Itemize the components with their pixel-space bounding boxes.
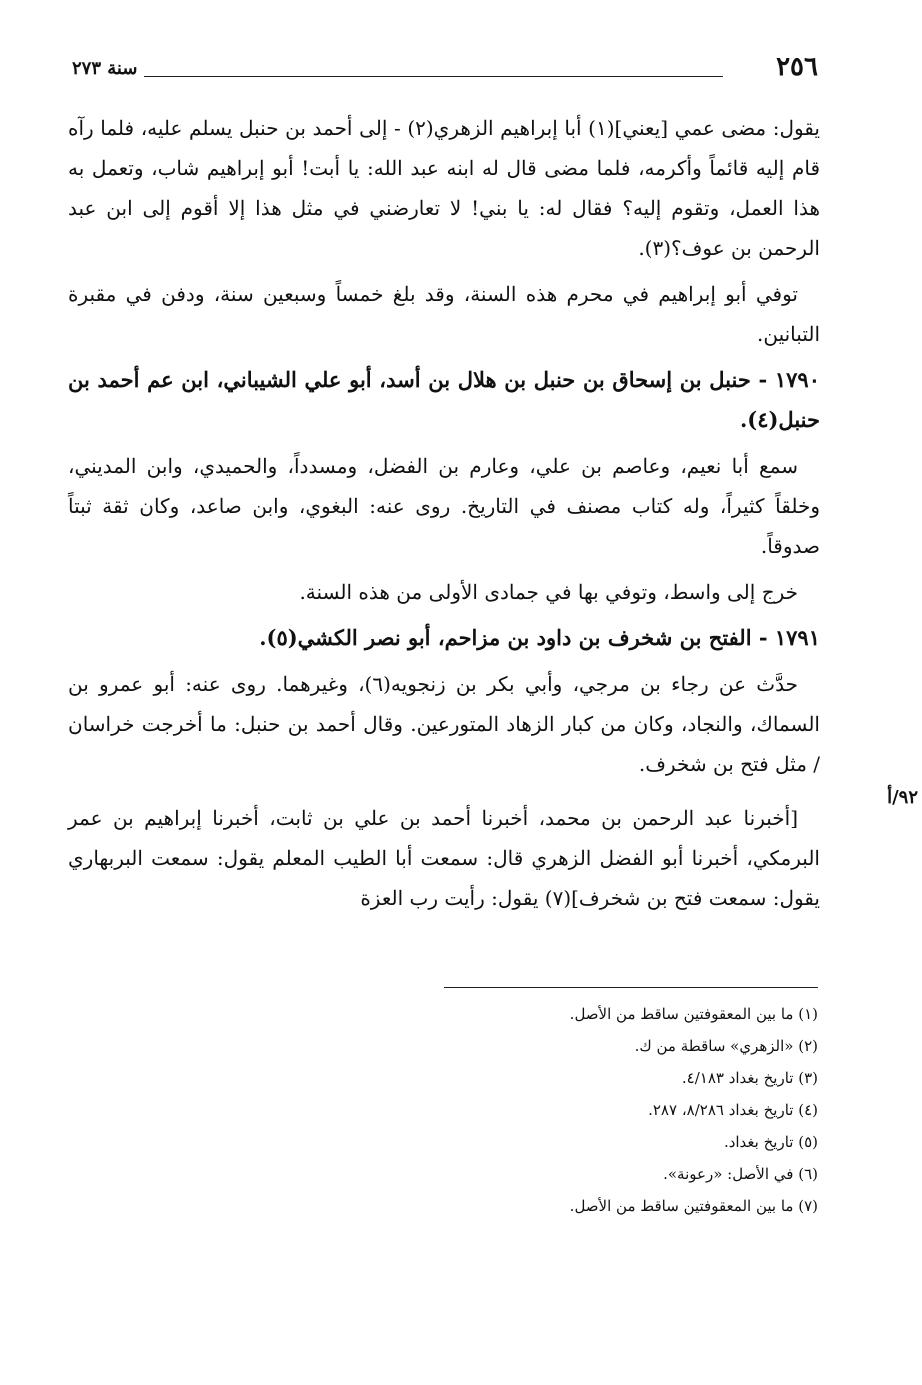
paragraph-2: توفي أبو إبراهيم في محرم هذه السنة، وقد بلغ خمساً وسبعين سنة، ودفن في مقبرة التبانين. xyxy=(68,282,820,346)
page-header xyxy=(72,52,818,92)
page-number: ٢٥٦ xyxy=(776,52,818,82)
entry-heading-1791: ١٧٩١ - الفتح بن شخرف بن داود بن مزاحم، أبو نصر الكشي(٥). xyxy=(259,625,820,650)
manuscript-folio-note: ٩٢/أ xyxy=(887,787,918,808)
paragraph-4: خرج إلى واسط، وتوفي بها في جمادى الأولى من هذه السنة. xyxy=(299,580,798,604)
entry-heading-1790: ١٧٩٠ - حنبل بن إسحاق بن حنبل بن هلال بن أسد، أبو علي الشيباني، ابن عم أحمد بن حنبل(٤). xyxy=(68,367,820,432)
paragraph-1: يقول: مضى عمي [يعني](١) أبا إبراهيم الزهري(٢) - إلى أحمد بن حنبل يسلم عليه، فلما رآه قام إليه قائماً وأكرمه، فلما مضى قال له ابنه عبد الله: يا أبت! أبو إبراهيم شاب، وتعمل به هذا العمل، وتقوم إليه؟ فقال له: يا بني! لا تعارضني في مثل هذا إلا أقوم إلى ابن عبد الرحمن بن عوف؟(٣). xyxy=(68,116,821,260)
footnote-5: (٥) تاريخ بغداد. xyxy=(723,1133,818,1151)
footnote-6: (٦) في الأصل: «رعونة». xyxy=(663,1165,818,1183)
paragraph-6: [أخبرنا عبد الرحمن بن محمد، أخبرنا أحمد بن علي بن ثابت، أخبرنا إبراهيم بن عمر البرمكي، أخبرنا أبو الفضل الزهري قال: سمعت أبا الطيب المعلم يقول: سمعت البربهاري يقول: سمعت فتح بن شخرف](٧) يقول: رأيت رب العزة xyxy=(68,806,820,910)
footnote-rule xyxy=(444,987,818,988)
main-text xyxy=(68,108,820,924)
footnote-2: (٢) «الزهري» ساقطة من ك. xyxy=(634,1037,818,1055)
footnote-7: (٧) ما بين المعقوفتين ساقط من الأصل. xyxy=(569,1197,818,1215)
running-title: سنة ٢٧٣ xyxy=(72,58,138,79)
paragraph-3: سمع أبا نعيم، وعاصم بن علي، وعارم بن الفضل، ومسدداً، والحميدي، وابن المديني، وخلقاً كثيراً، وله كتاب مصنف في التاريخ. روى عنه: البغوي، وابن صاعد، وكان ثقة ثبتاً صدوقاً. xyxy=(68,454,820,558)
footnotes xyxy=(258,1000,818,1224)
paragraph-5: حدَّث عن رجاء بن مرجي، وأبي بكر بن زنجويه(٦)، وغيرهما. روى عنه: أبو عمرو بن السماك، والنجاد، وكان من كبار الزهاد المتورعين. وقال أحمد بن حنبل: ما أخرجت خراسان / مثل فتح بن شخرف. xyxy=(68,672,820,776)
header-rule xyxy=(144,76,723,77)
footnote-4: (٤) تاريخ بغداد ٨/٢٨٦، ٢٨٧. xyxy=(648,1101,818,1119)
footnote-3: (٣) تاريخ بغداد ٤/١٨٣. xyxy=(681,1069,818,1087)
footnote-1: (١) ما بين المعقوفتين ساقط من الأصل. xyxy=(569,1005,818,1023)
